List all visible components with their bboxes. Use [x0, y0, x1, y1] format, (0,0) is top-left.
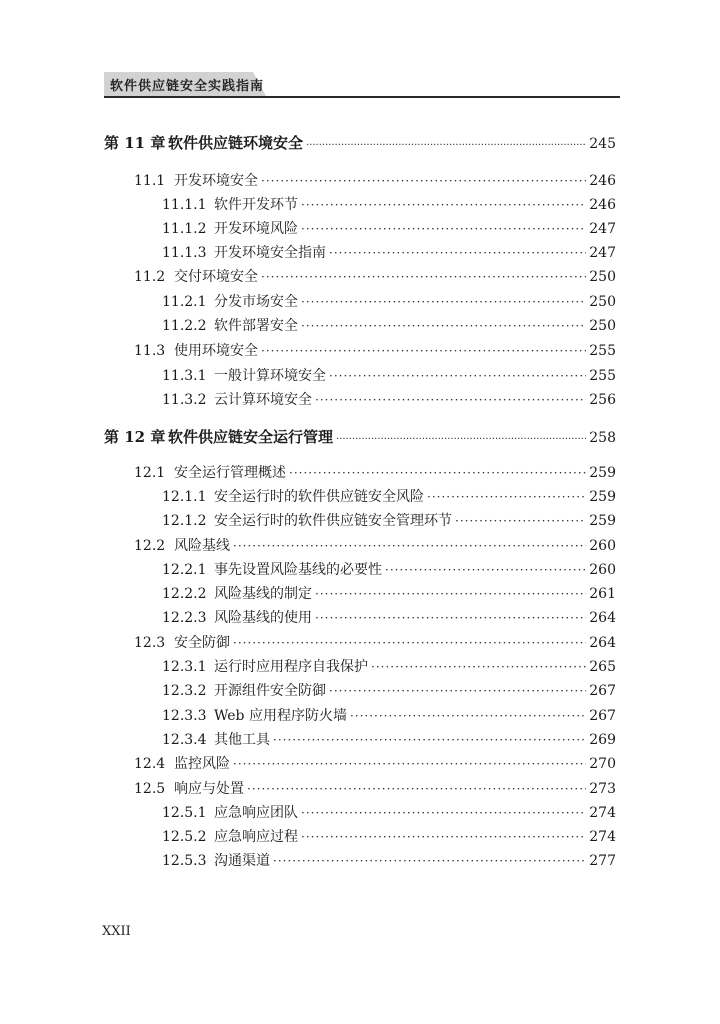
toc-entry-page: 250	[589, 294, 616, 310]
toc-entry-title: 开发环境安全	[174, 173, 258, 189]
toc-entry-page: 259	[589, 465, 616, 481]
toc-entry-page: 267	[589, 708, 616, 724]
dot-leader	[301, 826, 586, 848]
toc-subsection-entry[interactable]	[162, 315, 616, 337]
dot-leader	[350, 705, 586, 727]
toc-entry-page: 274	[589, 805, 616, 821]
toc-entry-title: 软件供应链环境安全	[168, 134, 304, 152]
toc-entry-number: 11.1.1	[162, 197, 207, 213]
toc-entry-page: 273	[589, 781, 616, 797]
toc-entry-page: 274	[589, 829, 616, 845]
toc-entry-page: 247	[589, 221, 616, 237]
dot-leader	[261, 170, 586, 192]
toc-entry-number: 11.3.2	[162, 392, 207, 408]
toc-subsection-entry[interactable]	[162, 242, 616, 264]
dot-leader	[233, 535, 586, 557]
toc-entry-page: 258	[589, 430, 616, 446]
dot-leader	[301, 802, 586, 824]
dot-leader	[315, 607, 586, 629]
toc-entry-number: 12.5	[134, 781, 166, 797]
toc-entry-page: 255	[589, 368, 616, 384]
toc-entry-number: 11.3.1	[162, 368, 207, 384]
toc-entry-title: 应急响应团队	[214, 805, 298, 821]
toc-entry-page: 247	[589, 245, 616, 261]
toc-entry-page: 264	[589, 635, 616, 651]
toc-section-entry[interactable]	[134, 632, 616, 654]
toc-entry-title: 应急响应过程	[214, 829, 298, 845]
toc-section-entry[interactable]	[134, 340, 616, 362]
toc-subsection-entry[interactable]	[162, 729, 616, 751]
dot-leader	[301, 315, 586, 337]
toc-subsection-entry[interactable]	[162, 218, 616, 240]
toc-entry-number: 12.1.1	[162, 489, 207, 505]
toc-subsection-entry[interactable]	[162, 850, 616, 872]
toc-subsection-entry[interactable]	[162, 826, 616, 848]
toc-section-entry[interactable]	[134, 753, 616, 775]
toc-entry-page: 246	[589, 197, 616, 213]
dot-leader	[336, 429, 586, 451]
toc-entry-title: 软件开发环节	[214, 197, 298, 213]
dot-leader	[371, 656, 586, 678]
running-header	[104, 72, 620, 98]
toc-entry-number: 12.2.3	[162, 610, 207, 626]
toc-entry-page: 259	[589, 489, 616, 505]
toc-entry-page: 259	[589, 513, 616, 529]
toc-entry-title: 安全运行时的软件供应链安全管理环节	[214, 513, 452, 529]
dot-leader	[427, 486, 586, 508]
dot-leader	[301, 218, 586, 240]
toc-entry-number: 12.1.2	[162, 513, 207, 529]
toc-entry-number: 第 11 章	[104, 134, 166, 152]
toc-entry-number: 12.5.1	[162, 805, 207, 821]
dot-leader	[329, 242, 586, 264]
toc-entry-page: 250	[589, 318, 616, 334]
toc-entry-page: 270	[589, 756, 616, 772]
toc-subsection-entry[interactable]	[162, 486, 616, 508]
toc-entry-title: 风险基线的使用	[214, 610, 312, 626]
toc-chapter-entry[interactable]	[104, 426, 616, 448]
dot-leader	[315, 389, 586, 411]
toc-entry-title: 云计算环境安全	[214, 392, 312, 408]
toc-entry-title: 事先设置风险基线的必要性	[214, 562, 382, 578]
toc-entry-number: 12.3.1	[162, 659, 207, 675]
toc-section-entry[interactable]	[134, 266, 616, 288]
toc-subsection-entry[interactable]	[162, 802, 616, 824]
dot-leader	[301, 291, 586, 313]
toc-entry-number: 12.3.3	[162, 708, 207, 724]
toc-subsection-entry[interactable]	[162, 656, 616, 678]
toc-entry-page: 261	[589, 586, 616, 602]
toc-entry-page: 250	[589, 269, 616, 285]
toc-entry-title: Web 应用程序防火墙	[214, 708, 347, 724]
toc-entry-page: 265	[589, 659, 616, 675]
toc-entry-title: 安全运行管理概述	[174, 465, 286, 481]
toc-entry-title: 一般计算环境安全	[214, 368, 326, 384]
toc-entry-title: 监控风险	[174, 756, 230, 772]
toc-entry-title: 安全防御	[174, 635, 230, 651]
toc-entry-title: 交付环境安全	[174, 269, 258, 285]
dot-leader	[289, 462, 586, 484]
toc-subsection-entry[interactable]	[162, 607, 616, 629]
toc-entry-title: 分发市场安全	[214, 294, 298, 310]
toc-entry-number: 11.2	[134, 269, 166, 285]
dot-leader	[273, 729, 586, 751]
toc-entry-page: 256	[589, 392, 616, 408]
dot-leader	[261, 266, 586, 288]
toc-entry-title: 开发环境风险	[214, 221, 298, 237]
toc-subsection-entry[interactable]	[162, 389, 616, 411]
dot-leader	[329, 365, 586, 387]
toc-entry-number: 11.1.2	[162, 221, 207, 237]
toc-subsection-entry[interactable]	[162, 291, 616, 313]
toc-entry-title: 软件部署安全	[214, 318, 298, 334]
toc-entry-number: 12.5.2	[162, 829, 207, 845]
toc-section-entry[interactable]	[134, 170, 616, 192]
toc-subsection-entry[interactable]	[162, 365, 616, 387]
dot-leader	[329, 680, 586, 702]
running-header-title: 软件供应链安全实践指南	[110, 79, 265, 94]
toc-entry-title: 安全运行时的软件供应链安全风险	[214, 489, 424, 505]
toc-entry-number: 12.1	[134, 465, 166, 481]
dot-leader	[315, 583, 586, 605]
dot-leader	[233, 632, 586, 654]
toc-entry-title: 运行时应用程序自我保护	[214, 659, 368, 675]
dot-leader	[385, 559, 586, 581]
toc-entry-title: 响应与处置	[174, 781, 244, 797]
dot-leader	[455, 510, 586, 532]
toc-entry-number: 12.2.1	[162, 562, 207, 578]
toc-section-entry[interactable]	[134, 535, 616, 557]
toc-entry-title: 使用环境安全	[174, 343, 258, 359]
toc-entry-number: 12.2	[134, 538, 166, 554]
toc-entry-page: 255	[589, 343, 616, 359]
toc-entry-number: 11.2.1	[162, 294, 207, 310]
toc-entry-title: 风险基线的制定	[214, 586, 312, 602]
toc-entry-title: 开发环境安全指南	[214, 245, 326, 261]
toc-subsection-entry[interactable]	[162, 510, 616, 532]
toc-entry-title: 软件供应链安全运行管理	[168, 428, 334, 446]
dot-leader	[247, 778, 586, 800]
toc-entry-title: 其他工具	[214, 732, 270, 748]
toc-entry-number: 12.5.3	[162, 853, 207, 869]
toc-entry-number: 12.4	[134, 756, 166, 772]
toc-entry-page: 264	[589, 610, 616, 626]
toc-subsection-entry[interactable]	[162, 583, 616, 605]
dot-leader	[273, 850, 586, 872]
toc-entry-number: 第 12 章	[104, 428, 166, 446]
toc-entry-page: 269	[589, 732, 616, 748]
toc-entry-number: 11.2.2	[162, 318, 207, 334]
dot-leader	[301, 194, 586, 216]
dot-leader	[306, 135, 586, 157]
toc-entry-page: 246	[589, 173, 616, 189]
toc-entry-page: 245	[589, 136, 616, 152]
page-number: XXII	[102, 924, 131, 939]
toc-entry-number: 12.3.4	[162, 732, 207, 748]
toc-section-entry[interactable]	[134, 778, 616, 800]
toc-entry-number: 12.3.2	[162, 683, 207, 699]
toc-section-entry[interactable]	[134, 462, 616, 484]
toc-entry-number: 11.1	[134, 173, 166, 189]
toc-chapter-entry[interactable]	[104, 132, 616, 154]
dot-leader	[233, 753, 586, 775]
toc-entry-number: 11.1.3	[162, 245, 207, 261]
toc-entry-page: 277	[589, 853, 616, 869]
toc-entry-title: 沟通渠道	[214, 853, 270, 869]
toc-subsection-entry[interactable]	[162, 680, 616, 702]
toc-entry-page: 267	[589, 683, 616, 699]
toc-entry-number: 11.3	[134, 343, 166, 359]
toc-entry-title: 开源组件安全防御	[214, 683, 326, 699]
toc-entry-page: 260	[589, 538, 616, 554]
toc-entry-number: 12.3	[134, 635, 166, 651]
toc-entry-number: 12.2.2	[162, 586, 207, 602]
toc-entry-page: 260	[589, 562, 616, 578]
toc-subsection-entry[interactable]	[162, 705, 616, 727]
toc-subsection-entry[interactable]	[162, 194, 616, 216]
toc-subsection-entry[interactable]	[162, 559, 616, 581]
toc-entry-title: 风险基线	[174, 538, 230, 554]
dot-leader	[261, 340, 586, 362]
